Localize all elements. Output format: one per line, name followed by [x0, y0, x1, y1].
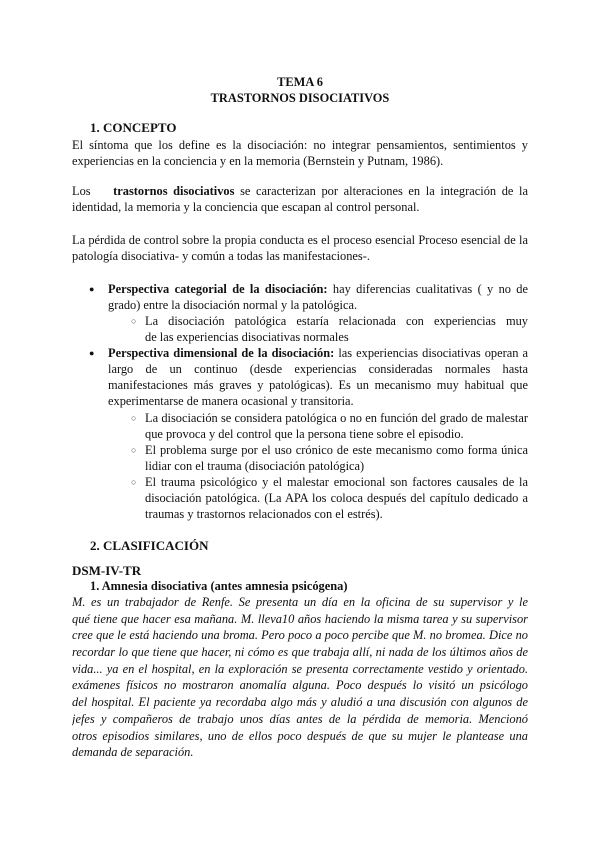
line: identidad, la memoria y la conciencia que escapan al control personal. [72, 200, 420, 214]
line: largo de un continuo (desde experiencias consideradas normales hasta [108, 362, 528, 376]
line: jefes y compañeros de trabajo unos días antes de la pérdida de memoria. Mencionó [72, 711, 528, 726]
paragraph-2 [72, 183, 528, 215]
text: las experiencias disociativas operan a [338, 346, 528, 360]
line: experimentarse de manera ocasional y transitoria. [108, 394, 354, 408]
line: recordar lo que tiene que hacer, ni cómo es que trabaja allí, ni nada de los últimos años de [72, 645, 528, 660]
line: disociación patológica. (La APA los coloca después del capítulo dedicado a [145, 491, 528, 505]
bullet-dimensional [89, 345, 528, 409]
line: exámenes físicos no mostraron anomalía alguna. Poco después lo visitó un psicólogo [72, 678, 528, 693]
bold-term: Perspectiva categorial de la disociación: [108, 282, 328, 296]
line [72, 183, 528, 199]
line: La disociación patológica estaría relacionada con experiencias muy [145, 314, 528, 328]
circle-bullet-icon: ○ [131, 316, 137, 326]
circle-bullet-icon: ○ [131, 477, 137, 487]
line: del hospital. El paciente ya recordaba algo más y aludió a una discusión con algunos de [72, 695, 528, 710]
sub-bullet [131, 442, 528, 474]
line [108, 281, 528, 297]
line: cree que le está haciendo una broma. Pero poco a poco percibe que M. no bromea. Dice no [72, 628, 528, 643]
text: Los [72, 184, 91, 198]
bullet-categorial [89, 281, 528, 313]
line: grado) entre la disociación normal y la patológica. [108, 298, 358, 312]
case-paragraph [72, 594, 528, 761]
section1-heading: 1. CONCEPTO [90, 120, 177, 135]
sub-bullet [131, 474, 528, 522]
line: La pérdida de control sobre la propia conducta es el proceso esencial Proceso esencial de la [72, 233, 528, 247]
section2-heading: 2. CLASIFICACIÓN [90, 538, 209, 553]
line [108, 345, 528, 361]
text: hay diferencias cualitativas ( y no de [332, 282, 528, 296]
line: manifestaciones más graves y patológicas). Es un mecanismo muy habitual que [108, 378, 528, 392]
line: El trauma psicológico y el malestar emocional son factores causales de la [145, 475, 528, 489]
line: El síntoma que los define es la disociación: no integrar pensamientos, sentimientos y [72, 138, 528, 152]
line: vida... ya en el hospital, en la exploración se presenta correctamente vestido y orientado. [72, 661, 528, 676]
line: traumas y trastornos relacionados con el estrés). [145, 507, 383, 521]
line: La disociación se considera patológica o no en función del grado de malestar [145, 411, 528, 425]
sub-bullet [131, 313, 528, 345]
paragraph-3 [72, 232, 528, 264]
bold-term: Perspectiva dimensional de la disociación: [108, 346, 335, 360]
amnesia-heading: 1. Amnesia disociativa (antes amnesia psicógena) [90, 579, 348, 593]
line: experiencias en la conciencia y en la memoria (Bernstein y Putnam, 1986). [72, 154, 444, 168]
line: demanda de separación. [72, 745, 194, 760]
line: que provoca y del control que la persona tiene sobre el episodio. [145, 427, 464, 441]
paragraph-1 [72, 137, 528, 169]
line: patología disociativa- y común a todas las manifestaciones-. [72, 249, 370, 263]
bullet-icon: ● [89, 348, 95, 358]
title-line2: TRASTORNOS DISOCIATIVOS [210, 91, 390, 105]
line: lidiar con el trauma (disociación patológica) [145, 459, 365, 473]
line: de las experiencias disociativas normales [145, 330, 349, 344]
circle-bullet-icon: ○ [131, 445, 137, 455]
bullet-icon: ● [89, 284, 95, 294]
sub-bullet [131, 410, 528, 442]
text: se caracterizan por alteraciones en la integración de la [240, 184, 528, 198]
line: M. es un trabajador de Renfe. Se presenta un día en la oficina de su supervisor y le [72, 595, 528, 609]
doc-title [72, 74, 528, 106]
line: qué tiene que hacer esa mañana. M. lleva10 años haciendo la misma tarea y su supervisor [72, 611, 528, 626]
circle-bullet-icon: ○ [131, 413, 137, 423]
bold-term: trastornos disociativos [113, 184, 235, 198]
line: otros episodios similares, uno de ellos poco después de que su mujer le plantease una [72, 728, 528, 743]
line: El problema surge por el uso crónico de este mecanismo como forma única [145, 443, 528, 457]
dsm-heading: DSM-IV-TR [72, 563, 142, 578]
title-line1: TEMA 6 [277, 75, 323, 89]
